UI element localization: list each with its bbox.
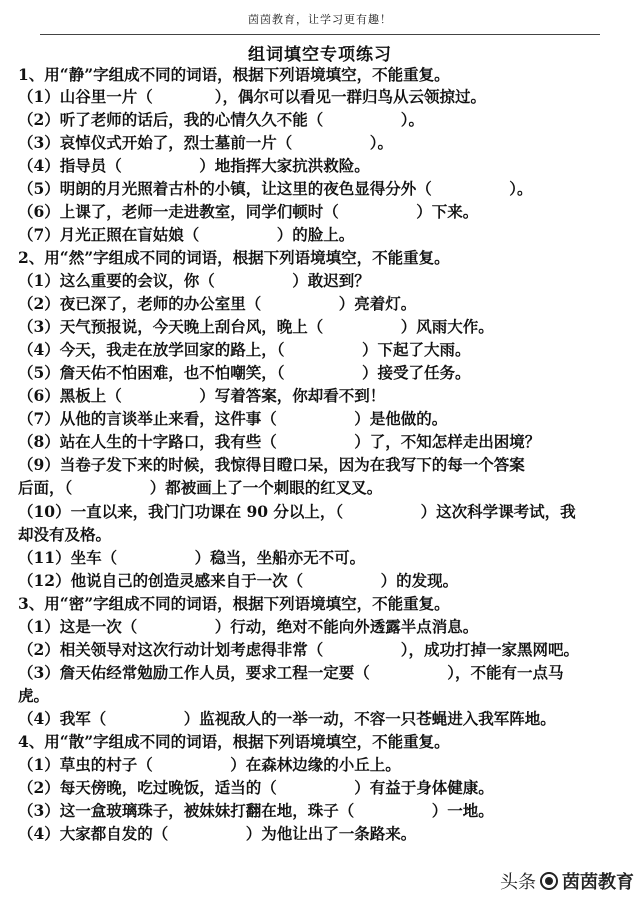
exercise-line: （10）一直以来，我门门功课在 90 分以上，（ ）这次科学课考试，我 — [18, 502, 576, 521]
exercise-line: （2）听了老师的话后，我的心情久久不能（ ）。 — [18, 110, 425, 129]
section-heading: 2、用“然”字组成不同的词语，根据下列语境填空，不能重复。 — [18, 248, 450, 267]
exercise-line: （4）今天，我走在放学回家的路上，（ ）下起了大雨。 — [18, 340, 471, 359]
exercise-line: （2）每天傍晚，吃过晚饭，适当的（ ）有益于身体健康。 — [18, 778, 494, 797]
exercise-line: （12）他说自己的创造灵感来自于一次（ ）的发现。 — [18, 571, 459, 590]
exercise-line: （7）从他的言谈举止来看，这件事（ ）是他做的。 — [18, 409, 448, 428]
exercise-line: （3）哀悼仪式开始了，烈士墓前一片（ ）。 — [18, 133, 394, 152]
exercise-line: （4）我军（ ）监视敌人的一举一动，不容一只苍蝇进入我军阵地。 — [18, 709, 556, 728]
exercise-line: 后面，（ ）都被画上了一个刺眼的红叉叉。 — [18, 478, 383, 497]
watermark — [500, 868, 634, 894]
exercise-line: （1）草虫的村子（ ）在森林边缘的小丘上。 — [18, 755, 401, 774]
exercise-line: （9）当卷子发下来的时候，我惊得目瞪口呆，因为在我写下的每一个答案 — [18, 455, 525, 474]
at-icon — [540, 872, 558, 890]
watermark-brand: 茵茵教育 — [562, 872, 634, 893]
exercise-line: （8）站在人生的十字路口，我有些（ ）了，不知怎样走出困境？ — [18, 432, 541, 451]
exercise-line: （3）詹天佑经常勉励工作人员，要求工程一定要（ ），不能有一点马 — [18, 663, 564, 682]
exercise-line: （11）坐车（ ）稳当，坐船亦无不可。 — [18, 548, 366, 567]
section-heading: 4、用“散”字组成不同的词语，根据下列语境填空，不能重复。 — [18, 732, 450, 751]
watermark-prefix: 头条 — [500, 872, 536, 893]
page-header: 茵茵教育，让学习更有趣！ — [248, 13, 392, 26]
header-rule — [40, 34, 600, 35]
exercise-line: （2）相关领导对这次行动计划考虑得非常（ ），成功打掉一家黑网吧。 — [18, 640, 580, 659]
exercise-line: （6）上课了，老师一走进教室，同学们顿时（ ）下来。 — [18, 202, 479, 221]
exercise-line: （7）月光正照在盲姑娘（ ）的脸上。 — [18, 225, 355, 244]
section-heading: 1、用“静”字组成不同的词语，根据下列语境填空，不能重复。 — [18, 65, 450, 84]
exercise-line: （4）指导员（ ）地指挥大家抗洪救险。 — [18, 156, 370, 175]
exercise-line: 却没有及格。 — [18, 525, 112, 544]
exercise-line: （4）大家都自发的（ ）为他让出了一条路来。 — [18, 824, 417, 843]
exercise-line: （5）明朗的月光照着古朴的小镇，让这里的夜色显得分外（ ）。 — [18, 179, 533, 198]
exercise-line: （1）这么重要的会议，你（ ）敢迟到？ — [18, 271, 370, 290]
exercise-line: （3）这一盒玻璃珠子，被妹妹打翻在地，珠子（ ）一地。 — [18, 801, 494, 820]
worksheet-title: 组词填空专项练习 — [248, 45, 392, 65]
exercise-line: （1）山谷里一片（ ），偶尔可以看见一群归鸟从云领掠过。 — [18, 87, 487, 106]
exercise-line: （6）黑板上（ ）写着答案，你却看不到！ — [18, 386, 386, 405]
exercise-line: （2）夜已深了，老师的办公室里（ ）亮着灯。 — [18, 294, 417, 313]
exercise-line: （1）这是一次（ ）行动，绝对不能向外透露半点消息。 — [18, 617, 479, 636]
section-heading: 3、用“密”字组成不同的词语，根据下列语境填空，不能重复。 — [18, 594, 450, 613]
exercise-line: （3）天气预报说，今天晚上刮台风，晚上（ ）风雨大作。 — [18, 317, 494, 336]
exercise-line: 虎。 — [18, 686, 50, 705]
exercise-line: （5）詹天佑不怕困难，也不怕嘲笑，（ ）接受了任务。 — [18, 363, 471, 382]
